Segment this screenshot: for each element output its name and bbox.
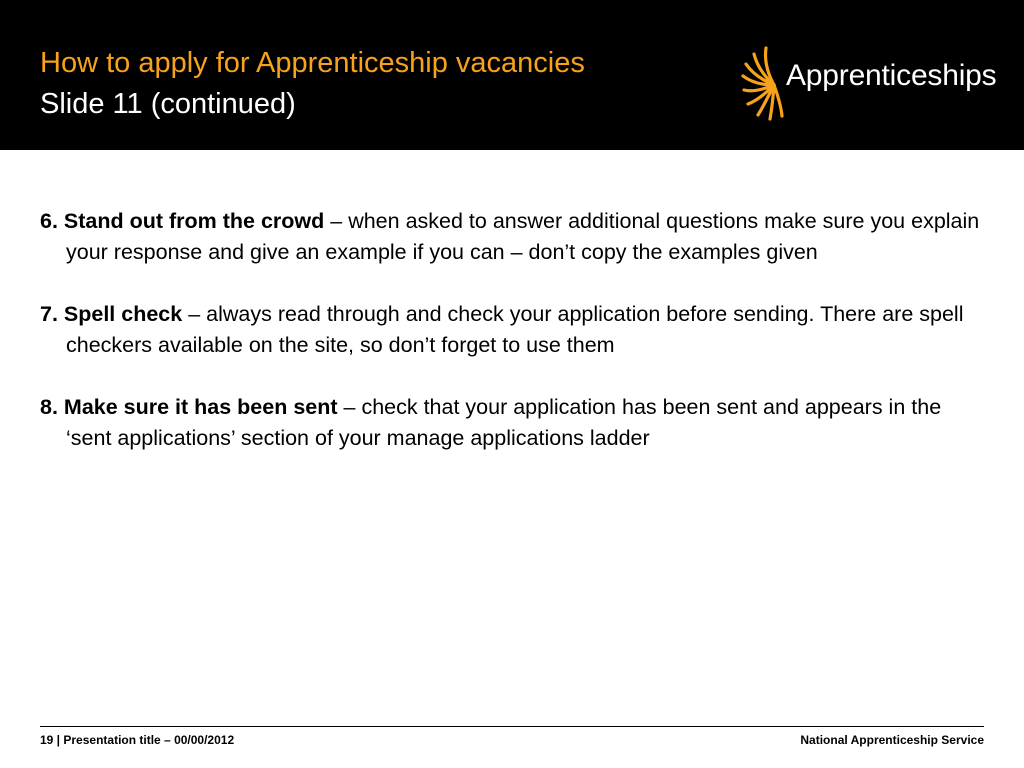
slide-title: How to apply for Apprenticeship vacancies [40, 47, 585, 79]
item-heading: 8. Make sure it has been sent [40, 395, 338, 419]
item-heading: 6. Stand out from the crowd [40, 209, 325, 233]
item-body: – when asked to answer additional questions make sure you explain your response and give an example if you can – don’t copy the examples given [66, 209, 980, 264]
list-item [40, 299, 990, 361]
footer-divider [40, 726, 984, 727]
footer-slide-info: 19 | Presentation title – 00/00/2012 [40, 733, 235, 747]
list-item [40, 392, 990, 454]
slide-content [40, 206, 990, 485]
slide-header [0, 0, 1024, 150]
item-body: – always read through and check your application before sending. There are spell checkers available on the site, so don’t forget to use them [66, 302, 964, 357]
footer-organization: National Apprenticeship Service [800, 733, 984, 747]
apprenticeships-logo [738, 40, 998, 122]
item-body: – check that your application has been sent and appears in the ‘sent applications’ section of your manage applications ladder [66, 395, 942, 450]
list-item [40, 206, 990, 268]
slide-subtitle: Slide 11 (continued) [40, 88, 296, 120]
logo-text: Apprenticeships [786, 59, 997, 92]
item-heading: 7. Spell check [40, 302, 183, 326]
